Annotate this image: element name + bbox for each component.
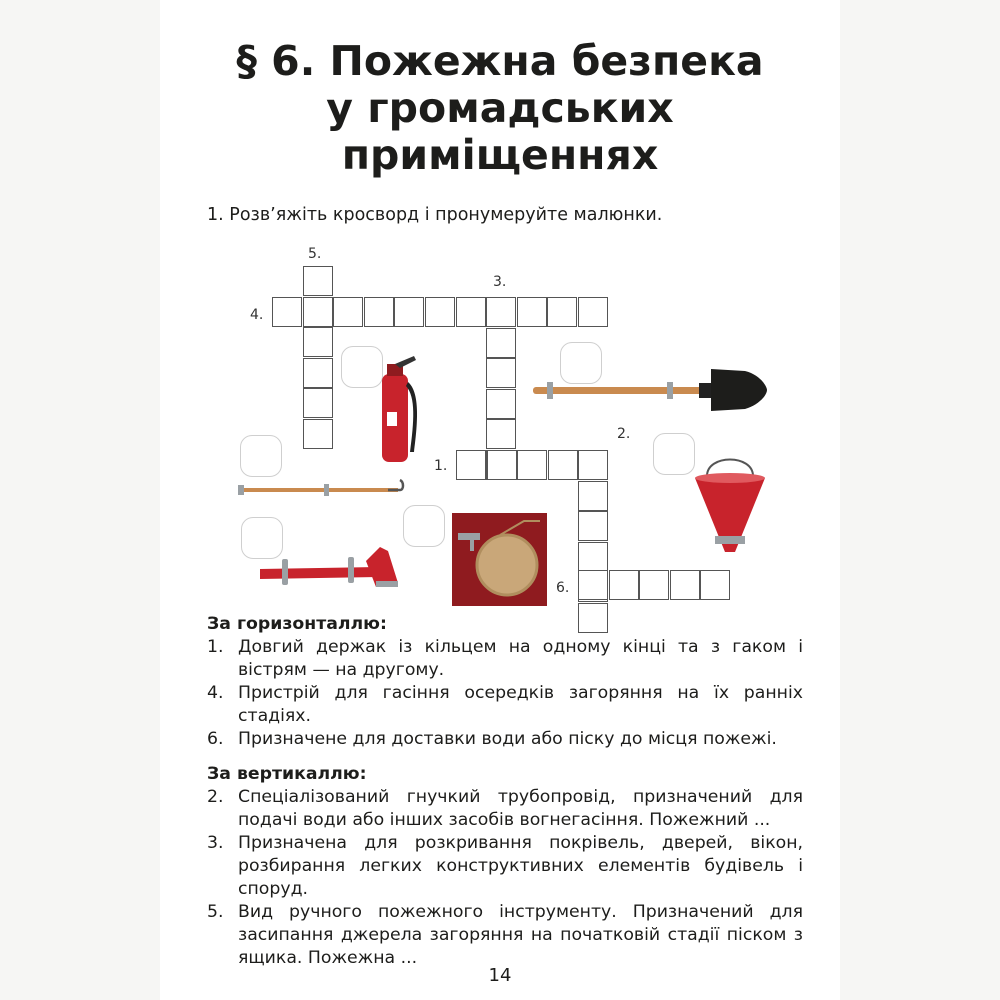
vertical-clue-list bbox=[207, 786, 803, 970]
horizontal-clue-list bbox=[207, 636, 803, 751]
crossword-cell[interactable] bbox=[486, 419, 516, 449]
clue-text: Пристрій для гасіння осередків загоряння на їх ранніх стадіях. bbox=[238, 683, 803, 726]
crossword-cell[interactable] bbox=[303, 266, 333, 296]
crossword-cell[interactable] bbox=[303, 358, 333, 388]
crossword-cell[interactable] bbox=[486, 328, 516, 358]
vertical-heading: За вертикаллю: bbox=[207, 764, 367, 784]
clue-number-4: 4. bbox=[250, 307, 264, 323]
title-line-2: у громадських bbox=[326, 84, 674, 132]
clue-number: 1. bbox=[207, 637, 224, 657]
crossword-cell[interactable] bbox=[670, 570, 700, 600]
horizontal-heading: За горизонталлю: bbox=[207, 614, 387, 634]
clue-number-5: 5. bbox=[308, 246, 322, 262]
clue-text: Довгий держак із кільцем на одному кінці та з гаком і вістрям — на другому. bbox=[238, 637, 803, 680]
fire-hook-icon bbox=[238, 478, 408, 503]
crossword-cell[interactable] bbox=[700, 570, 730, 600]
shovel-icon bbox=[533, 365, 768, 415]
clue-number: 3. bbox=[207, 833, 224, 853]
clue-text: Призначене для доставки води або піску до місця пожежі. bbox=[238, 729, 777, 749]
crossword-clues bbox=[207, 613, 803, 970]
crossword-cell[interactable] bbox=[486, 297, 516, 327]
crossword-cell[interactable] bbox=[547, 297, 577, 327]
vertical-clue bbox=[207, 901, 803, 970]
crossword-cell[interactable] bbox=[456, 450, 486, 480]
crossword-cell[interactable] bbox=[303, 297, 333, 327]
clue-number: 2. bbox=[207, 787, 224, 807]
crossword-cell[interactable] bbox=[364, 297, 394, 327]
clue-text: Спеціалізований гнучкий трубопровід, призначений для подачі води або інших засобів вогнегасіння. Пожежний ... bbox=[238, 787, 803, 830]
clue-number: 5. bbox=[207, 902, 224, 922]
picture-number-box[interactable] bbox=[403, 505, 445, 547]
crossword-cell[interactable] bbox=[578, 542, 608, 572]
fire-hose-cabinet-icon bbox=[452, 513, 547, 606]
clue-number: 4. bbox=[207, 683, 224, 703]
title-line-3: приміщеннях bbox=[341, 131, 659, 179]
crossword-cell[interactable] bbox=[578, 450, 608, 480]
clue-number-1: 1. bbox=[434, 458, 448, 474]
crossword-cell[interactable] bbox=[333, 297, 363, 327]
crossword-cell[interactable] bbox=[486, 389, 516, 419]
crossword-cell[interactable] bbox=[456, 297, 486, 327]
title-line-1: § 6. Пожежна безпека bbox=[236, 37, 764, 85]
vertical-clue bbox=[207, 832, 803, 901]
task-text: 1. Розв’яжіть кросворд і пронумеруйте малюнки. bbox=[207, 205, 663, 225]
crossword-cell[interactable] bbox=[303, 327, 333, 357]
crossword-cell[interactable] bbox=[639, 570, 669, 600]
fire-bucket-icon bbox=[693, 452, 768, 564]
clue-text: Призначена для розкривання покрівель, дверей, вікон, розбирання легких конструктивних елементів будівель і споруд. bbox=[238, 833, 803, 899]
clue-text: Вид ручного пожежного інструменту. Призначений для засипання джерела загоряння на початковій стадії піском з ящика. Пожежна ... bbox=[238, 902, 803, 968]
crossword-cell[interactable] bbox=[578, 511, 608, 541]
clue-number-2: 2. bbox=[617, 426, 631, 442]
clue-number-3: 3. bbox=[493, 274, 507, 290]
fire-extinguisher-icon bbox=[370, 352, 425, 467]
crossword-cell[interactable] bbox=[303, 419, 333, 449]
crossword-cell[interactable] bbox=[272, 297, 302, 327]
crossword-cell[interactable] bbox=[303, 388, 333, 418]
crossword-cell[interactable] bbox=[517, 297, 547, 327]
clue-number-6: 6. bbox=[556, 580, 570, 596]
crossword-cell[interactable] bbox=[517, 450, 547, 480]
fire-axe-icon bbox=[258, 543, 403, 593]
page-number: 14 bbox=[488, 965, 512, 986]
crossword-cell[interactable] bbox=[609, 570, 639, 600]
crossword-cell[interactable] bbox=[578, 570, 608, 600]
horizontal-clue bbox=[207, 636, 803, 682]
crossword-cell[interactable] bbox=[487, 450, 517, 480]
crossword-cell[interactable] bbox=[425, 297, 455, 327]
picture-number-box[interactable] bbox=[240, 435, 282, 477]
horizontal-clue bbox=[207, 728, 803, 751]
crossword-cell[interactable] bbox=[548, 450, 578, 480]
clue-number: 6. bbox=[207, 729, 224, 749]
horizontal-clue bbox=[207, 682, 803, 728]
crossword-cell[interactable] bbox=[578, 297, 608, 327]
picture-number-box[interactable] bbox=[653, 433, 695, 475]
crossword-cell[interactable] bbox=[578, 481, 608, 511]
vertical-clue bbox=[207, 786, 803, 832]
crossword-cell[interactable] bbox=[394, 297, 424, 327]
crossword-cell[interactable] bbox=[486, 358, 516, 388]
